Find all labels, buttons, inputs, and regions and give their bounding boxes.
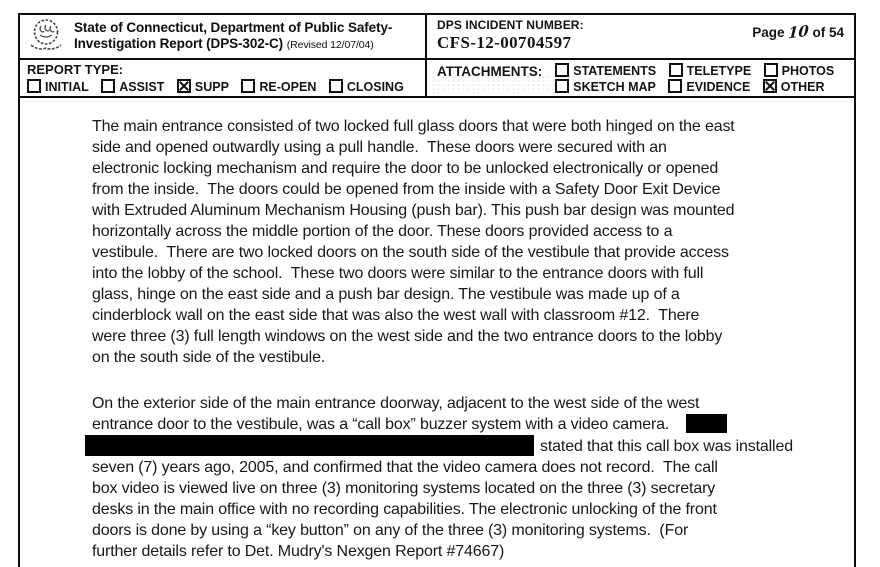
agency-title-line2: Investigation Report (DPS-302-C) (Revised 12/07/04) — [74, 36, 374, 51]
text-line: further details refer to Det. Mudry's Nexgen Report #74667) — [92, 543, 505, 560]
text-line: cinderblock wall on the east side that was also the west wall with classroom #12. There — [92, 307, 700, 324]
handwritten-page-number: 10 — [787, 21, 809, 43]
text-line: The main entrance consisted of two locked full glass doors that were both hinged on the east — [92, 118, 735, 135]
supp-checkbox — [177, 79, 191, 93]
text-line-with-redaction: entrance door to the vestibule, was a “call box” buzzer system with a video camera. — [92, 414, 854, 435]
text-line: with Extruded Aluminum Mechanism Housing (push bar). This push bar design was mounted — [92, 202, 735, 219]
text-line: seven (7) years ago, 2005, and confirmed that the video camera does not record. The call — [92, 459, 718, 476]
text-line: electronic locking mechanism and require the door to be unlocked electronically or opened — [92, 160, 719, 177]
redaction-bar — [85, 435, 534, 456]
attachments-options — [555, 63, 843, 95]
reopen-checkbox — [241, 79, 255, 93]
report-type-label: REPORT TYPE: — [27, 62, 124, 77]
agency-title-cell — [20, 15, 427, 58]
checkbox-option-initial: INITIAL — [27, 80, 89, 94]
form-header-row2 — [20, 60, 854, 98]
checkbox-option-statements: STATEMENTS — [555, 64, 656, 78]
report-form-border — [18, 13, 856, 567]
statements-checkbox — [555, 63, 569, 77]
text-line: from the inside. The doors could be opened from the inside with a Safety Door Exit Device — [92, 181, 721, 198]
text-line: into the lobby of the school. These two doors were similar to the entrance doors with full — [92, 265, 704, 282]
text-line: desks in the main office with no recording capabilities. The electronic unlocking of the front — [92, 501, 717, 518]
attachments-label: ATTACHMENTS: — [437, 64, 543, 79]
paragraph-1 — [92, 116, 854, 368]
page-total: 54 — [828, 25, 844, 40]
other-checkbox — [763, 79, 777, 93]
text-line: vestibule. There are two locked doors on the south side of the vestibule that provide access — [92, 244, 729, 261]
text-line: were three (3) full length windows on the west side and the two entrance doors to the lobby — [92, 328, 723, 345]
checkbox-option-teletype: TELETYPE — [669, 64, 752, 78]
sketch-map-checkbox — [555, 79, 569, 93]
text-line: side and opened outwardly using a pull handle. These doors were secured with an — [92, 139, 667, 156]
incident-number-block — [437, 18, 584, 53]
attachments-cell — [427, 60, 854, 96]
report-narrative — [20, 98, 854, 562]
text-line: horizontally across the middle portion of the door. These doors provided access to a — [92, 223, 673, 240]
checkbox-option-assist: ASSIST — [101, 80, 164, 94]
checkbox-option-other: OTHER — [763, 80, 825, 94]
text-line: box video is viewed live on three (3) monitoring systems located on the three (3) secretary — [92, 480, 716, 497]
assist-checkbox — [101, 79, 115, 93]
incident-number-label: DPS INCIDENT NUMBER: — [437, 18, 584, 32]
paragraph-2 — [92, 393, 854, 562]
text-line-with-redaction: stated that this call box was installed — [92, 435, 854, 457]
form-header-row — [20, 15, 854, 60]
checkbox-option-evidence: EVIDENCE — [668, 80, 750, 94]
checkbox-option-reopen: RE-OPEN — [241, 80, 316, 94]
revision-date: (Revised 12/07/04) — [286, 39, 374, 51]
checkbox-option-closing: CLOSING — [329, 80, 404, 94]
report-type-options — [27, 79, 425, 94]
initial-checkbox — [27, 79, 41, 93]
closing-checkbox — [329, 79, 343, 93]
page-label: Page — [752, 25, 785, 40]
photos-checkbox — [764, 63, 778, 77]
incident-number-value: CFS-12-00704597 — [437, 33, 572, 52]
incident-number-cell — [427, 15, 854, 58]
checkbox-option-sketchmap: SKETCH MAP — [555, 80, 656, 94]
checkbox-option-photos: PHOTOS — [764, 64, 835, 78]
checkbox-option-supp: SUPP — [177, 80, 229, 94]
agency-title — [74, 20, 392, 54]
text-line: doors is done by using a “key button” on any of the three (3) monitoring systems. (For — [92, 522, 689, 539]
report-type-cell — [20, 60, 427, 96]
agency-title-line1: State of Connecticut, Department of Public Safety- — [74, 19, 393, 35]
attachments-row2 — [555, 79, 843, 95]
state-seal-icon — [27, 18, 65, 56]
text-line: glass, hinge on the east side and a push bar design. The vestibule was made up of a — [92, 286, 680, 303]
text-line: On the exterior side of the main entrance doorway, adjacent to the west side of the west — [92, 395, 700, 412]
evidence-checkbox — [668, 79, 682, 93]
page-indicator — [752, 23, 844, 41]
text-line: on the south side of the vestibule. — [92, 349, 326, 366]
redaction-box-small — [686, 414, 727, 433]
page-of-label: of — [812, 25, 826, 40]
teletype-checkbox — [669, 63, 683, 77]
attachments-row1 — [555, 63, 843, 79]
